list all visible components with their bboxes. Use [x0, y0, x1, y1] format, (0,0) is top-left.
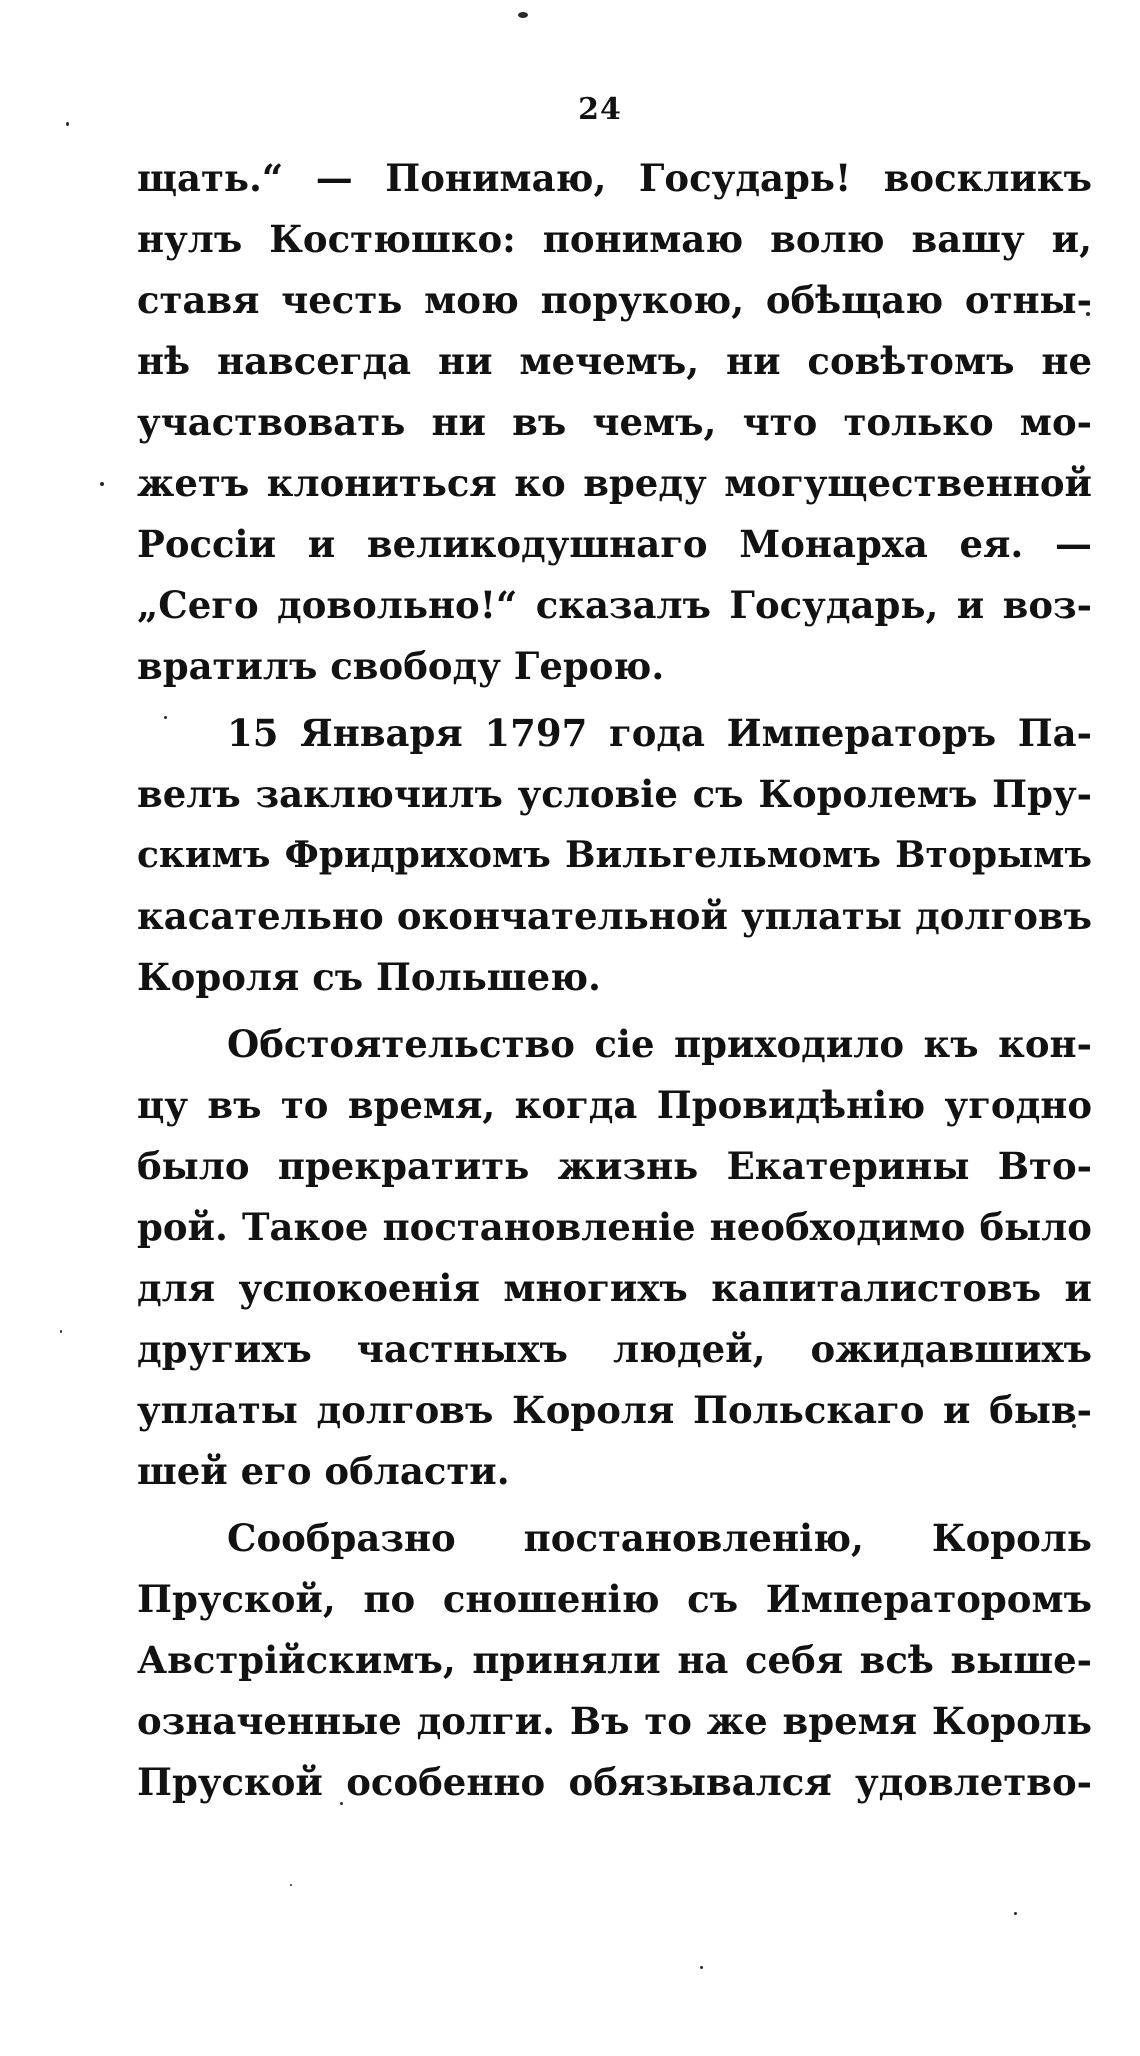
- text-line: „Сего довольно!“ сказалъ Государь, и воз-: [137, 583, 1092, 627]
- text-line: уплаты долговъ Короля Польскаго и быв-: [137, 1388, 1092, 1432]
- scan-speck: [518, 12, 528, 18]
- text-line: Пруской, по сношенію съ Императоромъ: [137, 1577, 1092, 1621]
- text-line: скимъ Фридрихомъ Вильгельмомъ Вторымъ: [137, 834, 1092, 876]
- text-line: шей его области.: [137, 1449, 510, 1493]
- text-line: нулъ Костюшко: понимаю волю вашу и,: [137, 217, 1092, 261]
- text-line: другихъ частныхъ людей, ожидавшихъ: [137, 1327, 1092, 1371]
- text-line: Россіи и великодушнаго Монарха ея. —: [137, 522, 1092, 566]
- paragraph: [137, 1508, 1092, 1813]
- text-line: участвовать ни въ чемъ, что только мо-: [137, 400, 1092, 444]
- paragraph: [137, 148, 1092, 697]
- scan-speck: [1014, 1912, 1017, 1915]
- text-line: касательно окончательной уплаты долговъ: [137, 894, 1092, 938]
- text-line: Короля съ Польшею.: [137, 955, 601, 999]
- text-line: было прекратить жизнь Екатерины Вто-: [137, 1144, 1092, 1188]
- text-line: 15 Января 1797 года Императоръ Па-: [227, 711, 1092, 755]
- text-line: рой. Такое постановленіе необходимо было: [137, 1205, 1092, 1249]
- text-line: цу въ то время, когда Провидѣнію угодно: [137, 1083, 1092, 1127]
- text-line: щать.“ — Понимаю, Государь! воскликъ: [137, 156, 1092, 200]
- scan-speck: [700, 1966, 703, 1969]
- text-line: велъ заключилъ условіе съ Королемъ Пру-: [137, 772, 1092, 816]
- body-text: [137, 148, 1092, 1813]
- text-line: нѣ навсегда ни мечемъ, ни совѣтомъ не: [137, 339, 1092, 383]
- paragraph: [137, 1014, 1092, 1502]
- text-line: Пруской особенно обязывался удовлетво-: [137, 1760, 1092, 1804]
- text-line: для успокоенія многихъ капиталистовъ и: [137, 1266, 1092, 1310]
- text-line: Обстоятельство сіе приходило къ кон-: [227, 1022, 1092, 1066]
- text-line: жетъ клониться ко вреду могущественной: [137, 461, 1092, 505]
- scan-speck: [290, 1884, 292, 1886]
- text-line: Сообразно постановленію, Король: [227, 1516, 1092, 1560]
- text-line: вратилъ свободу Герою.: [137, 644, 665, 688]
- text-line: Австрійскимъ, приняли на себя всѣ выше-: [137, 1638, 1092, 1682]
- scan-speck: [60, 1330, 62, 1333]
- page-number: 24: [578, 92, 622, 127]
- text-line: ставя честь мою порукою, обѣщаю отны-: [137, 278, 1092, 322]
- text-line: означенные долги. Въ то же время Король: [137, 1699, 1092, 1743]
- scan-speck: [100, 482, 104, 486]
- paragraph: [137, 703, 1092, 1008]
